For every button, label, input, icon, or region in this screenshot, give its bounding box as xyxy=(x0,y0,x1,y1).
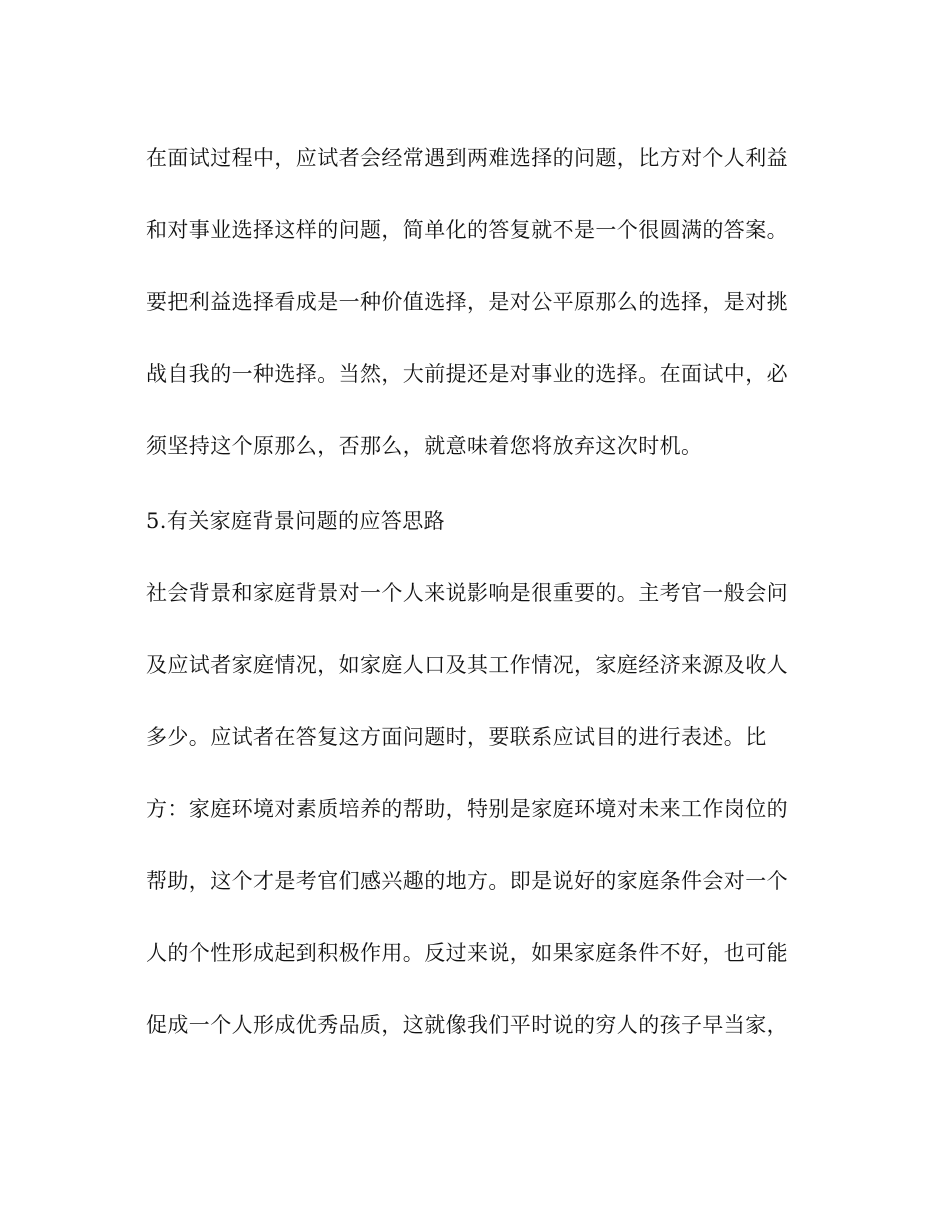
text-line-8: 及应试者家庭情况，如家庭人口及其工作情况，家庭经济来源及收人 xyxy=(146,653,788,677)
text-line-11: 帮助，这个才是考官们感兴趣的地方。即是说好的家庭条件会对一个 xyxy=(146,869,788,893)
text-line-9: 多少。应试者在答复这方面问题时，要联系应试目的进行表述。比 xyxy=(146,725,767,749)
text-line-7: 社会背景和家庭背景对一个人来说影响是很重要的。主考官一般会问 xyxy=(146,581,788,605)
text-line-13: 促成一个人形成优秀品质，这就像我们平时说的穷人的孩子早当家， xyxy=(146,1013,788,1037)
text-line-4: 战自我的一种选择。当然，大前提还是对事业的选择。在面试中，必 xyxy=(146,362,788,386)
text-line-12: 人的个性形成起到积极作用。反过来说，如果家庭条件不好，也可能 xyxy=(146,941,788,965)
text-line-2: 和对事业选择这样的问题，简单化的答复就不是一个很圆满的答案。 xyxy=(146,218,788,242)
text-line-5: 须坚持这个原那么，否那么，就意味着您将放弃这次时机。 xyxy=(146,434,703,458)
text-line-10: 方：家庭环境对素质培养的帮助，特别是家庭环境对未来工作岗位的 xyxy=(146,797,788,821)
text-line-1: 在面试过程中，应试者会经常遇到两难选择的问题，比方对个人利益 xyxy=(146,146,788,170)
text-line-3: 要把利益选择看成是一种价值选择，是对公平原那么的选择，是对挑 xyxy=(146,290,788,314)
section-heading: 5.有关家庭背景问题的应答思路 xyxy=(146,509,446,533)
